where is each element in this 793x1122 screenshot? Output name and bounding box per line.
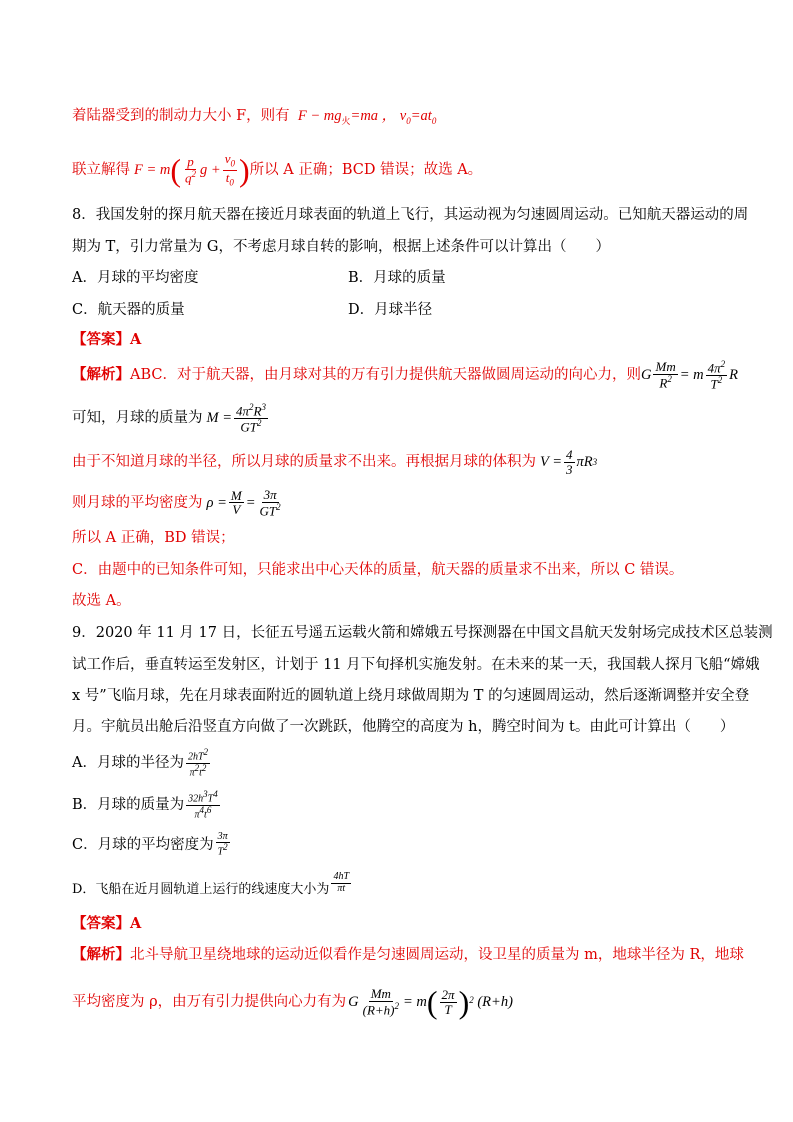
formula-moon-mass: M = $\frac{4\pi^2R^3}{GT^2}$ [206, 401, 266, 434]
q9-analysis-line-1 [72, 945, 744, 965]
q9-option-d [72, 866, 353, 900]
formula-option-a: $\frac{2hT^2}{\pi^2t^2}$ [187, 746, 209, 778]
analysis-text: ABC．对于航天器，由月球对其的万有引力提供航天器做圆周运动的向心力，则 [130, 367, 641, 383]
q8-answer: 【答案】A [72, 331, 142, 348]
analysis-text: 则月球的平均密度为 [72, 495, 203, 511]
q8-analysis-line-5: 所以 A 正确，BD 错误； [72, 530, 235, 546]
q9-option-a [72, 746, 212, 780]
analysis-tag: 【解析】 [72, 366, 130, 383]
analysis-text: 平均密度为 ρ，由万有引力提供向心力有为 [72, 994, 347, 1010]
formula-gravitation: G $\frac{Mm}{R^2}$ = m $\frac{4\pi^2}{T^2}$ R [641, 358, 738, 391]
q8-stem-line-1: 8．我国发射的探月航天器在接近月球表面的轨道上飞行，其运动视为匀速圆周运动。已知航天器运动的周 [72, 207, 749, 223]
formula-option-c: $\frac{3\pi}{T^2}$ [217, 830, 228, 858]
formula-force-result: F = m ( $\frac{p}{q^2}$ g + $\frac{v_0}{t_0}$ ) [134, 151, 250, 188]
q8-option-a: A．月球的平均密度 [72, 270, 199, 286]
q8-option-d: D．月球半径 [348, 302, 433, 318]
formula-central-force: G $\frac{Mm}{(R+h)^2}$ = m ( $\frac{2\pi}{T}$ ) 2 (R+h) [348, 984, 513, 1020]
option-text: A．月球的半径为 [72, 755, 184, 771]
q8-analysis-line-2 [72, 400, 270, 436]
option-text: D．飞船在近月圆轨道上运行的线速度大小为 [72, 882, 330, 897]
analysis-tag: 【解析】 [72, 946, 130, 963]
formula-option-d: $\frac{4hT}{\pi t}$ [333, 871, 349, 894]
q8-option-c: C．航天器的质量 [72, 302, 185, 318]
solution-line-combined [72, 150, 482, 190]
formula-moon-density: ρ = $\frac{M}{V}$ = $\frac{3\pi}{GT^2}$ [206, 487, 281, 519]
q9-stem-line-4: 月。宇航员出舱后沿竖直方向做了一次跳跃，他腾空的高度为 h，腾空时间为 t。由此可计算出（ ） [72, 719, 735, 735]
q9-stem-line-3: x 号”飞临月球，先在月球表面附近的圆轨道上绕月球做周期为 T 的匀速圆周运动，然后逐渐调整并安全登 [72, 688, 750, 704]
q9-answer: 【答案】A [72, 915, 142, 932]
analysis-text: 可知，月球的质量为 [72, 410, 203, 426]
analysis-text: 北斗导航卫星绕地球的运动近似看作是匀速圆周运动，设卫星的质量为 m，地球半径为 R，地球 [130, 947, 744, 963]
q8-analysis-line-1 [72, 358, 738, 392]
q8-option-b: B．月球的质量 [348, 270, 446, 286]
option-text: B．月球的质量为 [72, 797, 185, 813]
q8-analysis-line-4 [72, 484, 285, 522]
q9-stem-line-2: 试工作后，垂直转运至发射区，计划于 11 月下旬择机实施发射。在未来的某一天，我国载人探月飞船“嫦娥 [72, 657, 760, 673]
formula-force-balance: $F - mg_火=ma$ ， $v_0=at_0$ [294, 108, 437, 126]
q9-analysis-line-2 [72, 980, 513, 1024]
q9-option-c [72, 828, 232, 862]
solution-conclusion: 所以 A 正确；BCD 错误；故选 A。 [249, 162, 483, 178]
formula-option-b: $\frac{32h^3T^4}{\pi^4t^6}$ [188, 788, 218, 820]
q8-analysis-line-6: C．由题中的已知条件可知，只能求出中心天体的质量，航天器的质量求不出来，所以 C 错误。 [72, 562, 684, 578]
q9-stem-line-1: 9．2020 年 11 月 17 日，长征五号遥五运载火箭和嫦娥五号探测器在中国文昌航天发射场完成技术区总装测 [72, 625, 773, 641]
option-text: C．月球的平均密度为 [72, 837, 214, 853]
q9-option-b [72, 788, 222, 822]
formula-moon-volume: V = $\frac{4}{3}$ πR 3 [540, 446, 598, 477]
q8-analysis-line-3 [72, 444, 597, 480]
solution-text: 着陆器受到的制动力大小 F，则有 [72, 108, 290, 124]
q8-stem-line-2: 期为 T，引力常量为 G，不考虑月球自转的影响，根据上述条件可以计算出（ ） [72, 239, 610, 255]
solution-line-braking-force [72, 106, 436, 131]
solution-text: 联立解得 [72, 162, 130, 178]
analysis-text: 由于不知道月球的半径，所以月球的质量求不出来。再根据月球的体积为 [72, 454, 536, 470]
q8-analysis-line-7: 故选 A。 [72, 593, 131, 609]
